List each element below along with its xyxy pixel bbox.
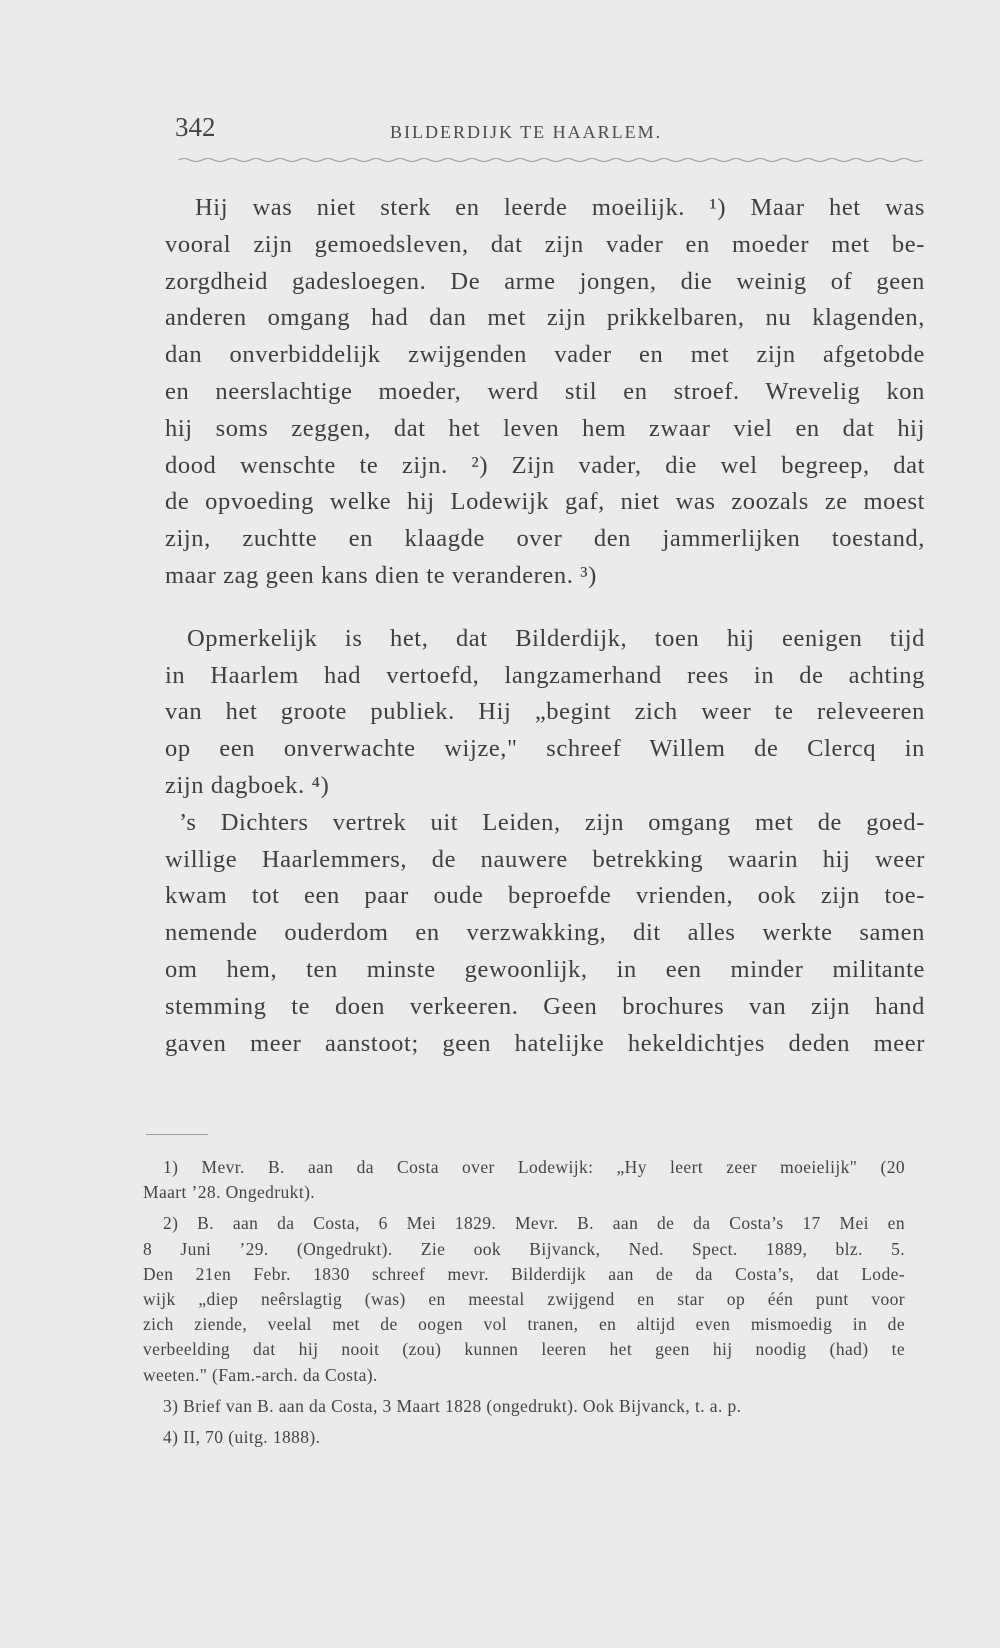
footnotes <box>143 1155 905 1456</box>
page-header <box>175 112 915 148</box>
footnote-2 <box>143 1211 905 1387</box>
footnote-line: 2) B. aan da Costa, 6 Mei 1829. Mevr. B. aan de da Costa’s 17 Mei en <box>163 1213 905 1234</box>
footnote-1 <box>143 1155 905 1205</box>
text-line: Opmerkelijk is het, dat Bilderdijk, toen hij eenigen tijd <box>187 624 925 652</box>
footnote-line: Den 21en Febr. 1830 schreef mevr. Bilderdijk aan de da Costa’s, dat Lode- <box>143 1263 905 1284</box>
text-line: op een onverwachte wijze," schreef Willem de Clercq in <box>165 735 925 763</box>
footnote-line: 1) Mevr. B. aan da Costa over Lodewijk: „Hy leert zeer moeielijk" (20 <box>163 1157 905 1177</box>
text-line: maar zag geen kans dien te veranderen. ³) <box>165 561 597 589</box>
text-line: nemende ouderdom en verzwakking, dit alles werkte samen <box>165 919 925 947</box>
text-line: om hem, ten minste gewoonlijk, in een minder militante <box>165 955 925 983</box>
header-rule <box>178 156 923 166</box>
text-line: anderen omgang had dan met zijn prikkelbaren, nu klagenden, <box>165 304 925 332</box>
text-line: gaven meer aanstoot; geen hatelijke hekeldichtjes deden meer <box>165 1029 925 1057</box>
text-line: willige Haarlemmers, de nauwere betrekking waarin hij weer <box>165 845 925 873</box>
text-line: Hij was niet sterk en leerde moeilijk. ¹) Maar het was <box>195 194 925 221</box>
footnote-3 <box>143 1394 905 1419</box>
text-line: ’s Dichters vertrek uit Leiden, zijn omgang met de goed- <box>179 808 925 836</box>
paragraph-3 <box>165 805 925 1063</box>
footnote-line: wijk „diep neêrslagtig (was) en meestal zwijgend en star op één punt voor <box>143 1289 905 1310</box>
footnote-line: 3) Brief van B. aan da Costa, 3 Maart 1828 (ongedrukt). Ook Bijvanck, t. a. p. <box>163 1395 742 1416</box>
footnote-rule <box>146 1134 208 1135</box>
text-line: en neerslachtige moeder, werd stil en stroef. Wrevelig kon <box>165 377 925 405</box>
text-line: dood wenschte te zijn. ²) Zijn vader, die wel begreep, dat <box>165 451 925 479</box>
paragraph-2 <box>165 621 925 805</box>
text-line: hij soms zeggen, dat het leven hem zwaar viel en dat hij <box>165 414 925 442</box>
footnote-line: weeten." (Fam.-arch. da Costa). <box>143 1364 378 1385</box>
text-line: zorgdheid gadesloegen. De arme jongen, die weinig of geen <box>165 267 925 295</box>
text-line: vooral zijn gemoedsleven, dat zijn vader en moeder met be- <box>165 230 925 258</box>
footnote-4 <box>143 1425 905 1450</box>
page-number: 342 <box>175 112 216 142</box>
text-line: van het groote publiek. Hij „begint zich weer te releveeren <box>165 698 925 726</box>
footnote-line: 8 Juni ’29. (Ongedrukt). Zie ook Bijvanck, Ned. Spect. 1889, blz. 5. <box>143 1238 905 1259</box>
text-line: kwam tot een paar oude beproefde vrienden, ook zijn toe- <box>165 882 925 910</box>
paragraph-1 <box>165 190 925 595</box>
text-line: zijn, zuchtte en klaagde over den jammerlijken toestand, <box>165 525 925 553</box>
text-line: dan onverbiddelijk zwijgenden vader en met zijn afgetobde <box>165 341 925 369</box>
text-line: zijn dagboek. ⁴) <box>165 771 330 799</box>
text-line: de opvoeding welke hij Lodewijk gaf, niet was zoozals ze moest <box>165 488 925 516</box>
text-line: stemming te doen verkeeren. Geen brochures van zijn hand <box>165 992 925 1020</box>
footnote-line: Maart ’28. Ongedrukt). <box>143 1182 316 1203</box>
footnote-line: 4) II, 70 (uitg. 1888). <box>163 1427 321 1448</box>
running-title: BILDERDIJK TE HAARLEM. <box>390 122 663 142</box>
body-text <box>165 190 925 1062</box>
footnote-line: zich ziende, veelal met de oogen vol tranen, en altijd even mismoedig in de <box>143 1314 905 1335</box>
text-line: in Haarlem had vertoefd, langzamerhand rees in de achting <box>165 661 925 689</box>
footnote-line: verbeelding dat hij nooit (zou) kunnen leeren het geen hij noodig (had) te <box>143 1339 905 1360</box>
